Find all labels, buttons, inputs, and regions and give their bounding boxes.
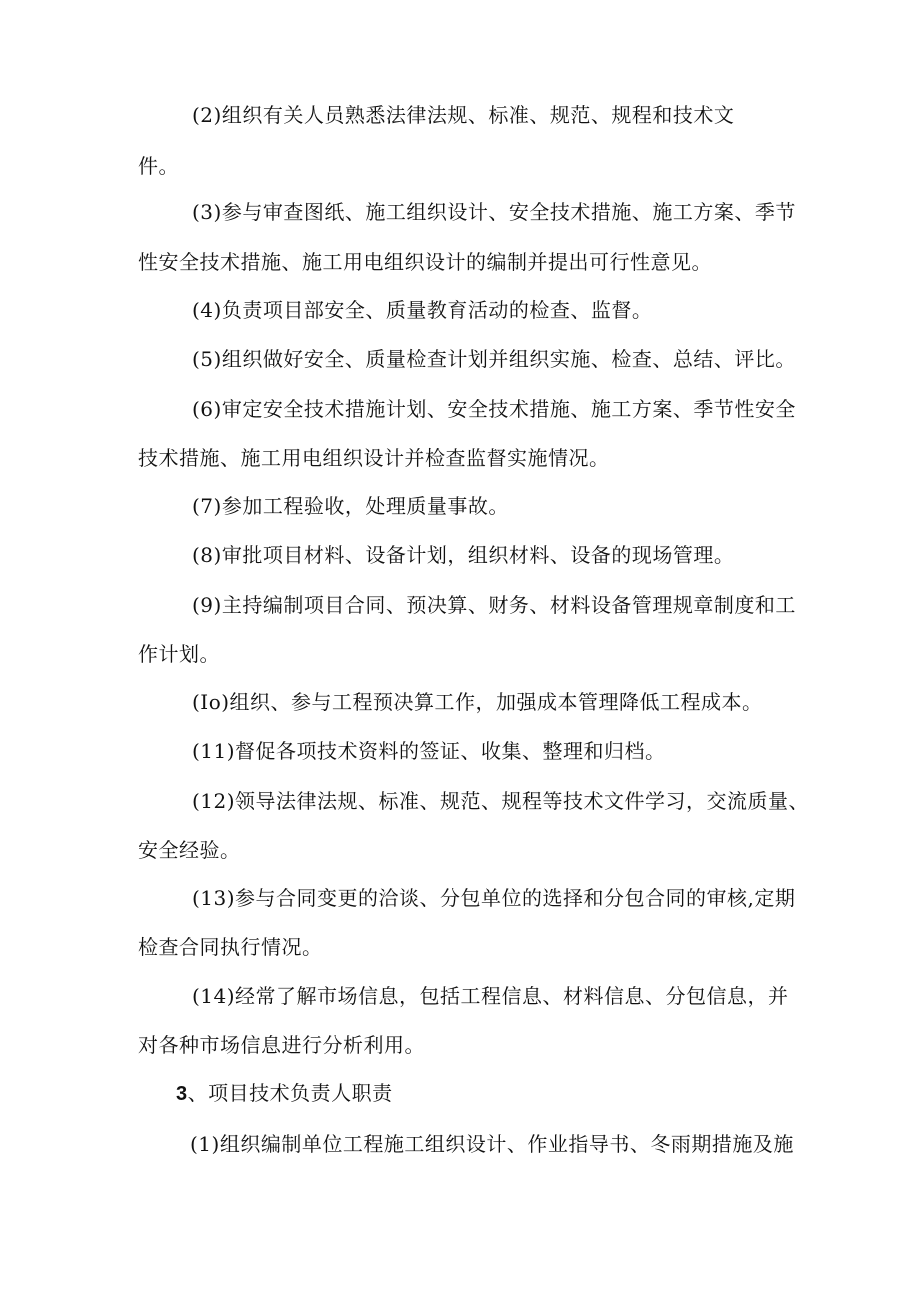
paragraph-line: 性安全技术措施、施工用电组织设计的编制并提出可行性意见。	[138, 250, 712, 274]
paragraph-line: (4)负责项目部安全、质量教育活动的检查、监督。	[192, 298, 653, 322]
paragraph-line: 安全经验。	[138, 838, 241, 862]
paragraph-line: (8)审批项目材料、设备计划，组织材料、设备的现场管理。	[192, 543, 735, 567]
paragraph-line: (9)主持编制项目合同、预决算、财务、材料设备管理规章制度和工	[192, 593, 796, 617]
paragraph-line: (3)参与审查图纸、施工组织设计、安全技术措施、施工方案、季节	[192, 200, 796, 224]
paragraph-line: 技术措施、施工用电组织设计并检查监督实施情况。	[138, 446, 610, 470]
section-heading	[176, 1079, 393, 1108]
paragraph-line: (5)组织做好安全、质量检查计划并组织实施、检查、总结、评比。	[192, 347, 796, 371]
paragraph-line: 对各种市场信息进行分析利用。	[138, 1033, 425, 1057]
paragraph-line: (11)督促各项技术资料的签证、收集、整理和归档。	[192, 739, 666, 763]
section-number: 3	[176, 1083, 188, 1105]
paragraph-line: (Io)组织、参与工程预决算工作，加强成本管理降低工程成本。	[192, 690, 763, 714]
paragraph-line: 件。	[138, 154, 179, 178]
paragraph-line: (12)领导法律法规、标准、规范、规程等技术文件学习，交流质量、	[192, 789, 810, 813]
paragraph-line: 检查合同执行情况。	[138, 935, 323, 959]
section-title: 、项目技术负责人职责	[187, 1081, 393, 1105]
paragraph-line: 作计划。	[138, 642, 220, 666]
paragraph-line: (7)参加工程验收，处理质量事故。	[192, 494, 509, 518]
paragraph-line: (6)审定安全技术措施计划、安全技术措施、施工方案、季节性安全	[192, 397, 796, 421]
paragraph-line: (2)组织有关人员熟悉法律法规、标准、规范、规程和技术文	[192, 103, 735, 127]
paragraph-line: (1)组织编制单位工程施工组织设计、作业指导书、冬雨期措施及施	[190, 1132, 794, 1156]
paragraph-line: (14)经常了解市场信息，包括工程信息、材料信息、分包信息，并	[192, 984, 789, 1008]
paragraph-line: (13)参与合同变更的洽谈、分包单位的选择和分包合同的审核,定期	[192, 886, 796, 910]
